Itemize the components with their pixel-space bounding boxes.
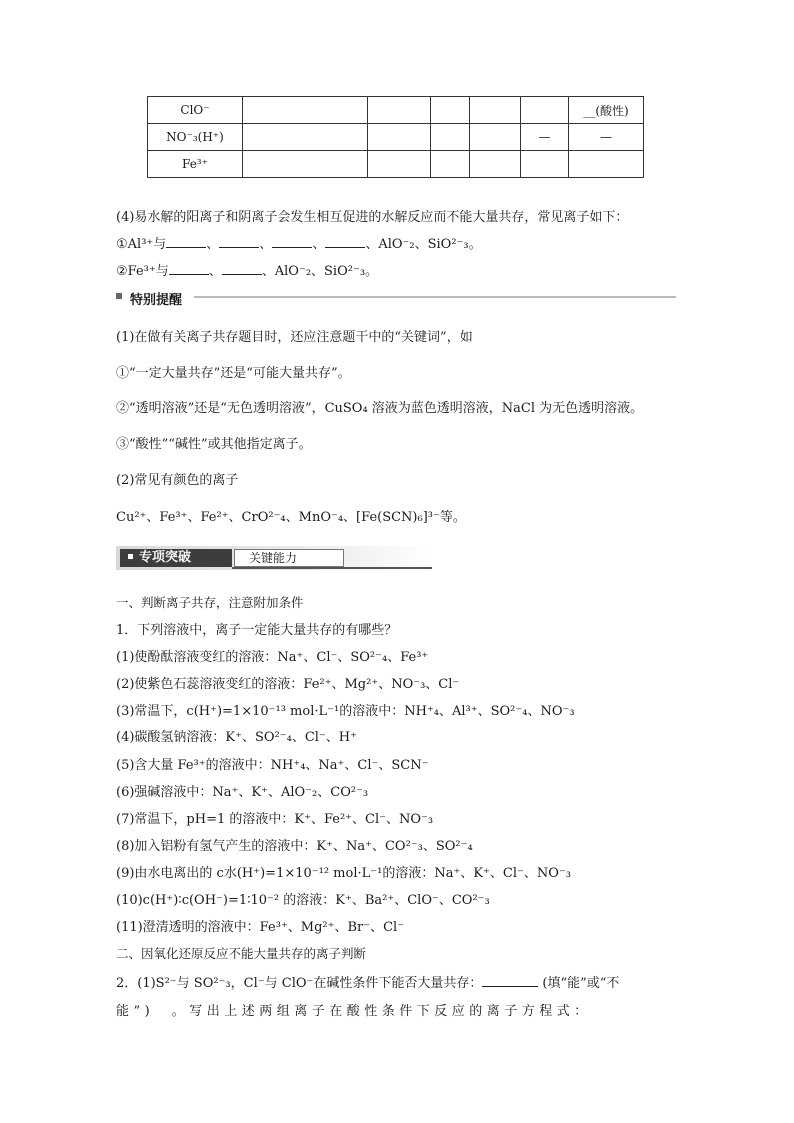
square-bullet-icon bbox=[116, 293, 122, 299]
table-row bbox=[148, 97, 644, 124]
list-item: (7)常温下，pH=1 的溶液中：K⁺、Fe²⁺、Cl⁻、NO⁻₃ bbox=[116, 812, 434, 827]
table-cell bbox=[569, 151, 644, 178]
tips-paragraph: ①“一定大量共存”还是“可能大量共存”。 bbox=[116, 366, 351, 381]
table-cell: — bbox=[569, 124, 644, 151]
list-item: (11)澄清透明的溶液中：Fe³⁺、Mg²⁺、Br⁻、Cl⁻ bbox=[116, 920, 405, 935]
line-end: 、AlO⁻₂、SiO²⁻₃。 bbox=[365, 237, 482, 252]
line-start: ①Al³⁺与 bbox=[116, 237, 167, 252]
list-item: (4)碳酸氢钠溶液：K⁺、SO²⁻₄、Cl⁻、H⁺ bbox=[116, 730, 358, 745]
separator: 、 bbox=[208, 264, 222, 279]
fill-blank[interactable] bbox=[169, 263, 209, 275]
banner-main bbox=[120, 549, 232, 567]
line-end: 、AlO⁻₂、SiO²⁻₃。 bbox=[261, 264, 379, 279]
banner-sub: 关键能力 bbox=[234, 549, 344, 567]
question: 1．下列溶液中，离子一定能大量共存的有哪些？ bbox=[116, 623, 398, 638]
table-cell bbox=[368, 97, 431, 124]
table-cell bbox=[521, 151, 569, 178]
table-cell bbox=[243, 97, 368, 124]
tips-paragraph: ②“透明溶液”还是“无色透明溶液”，CuSO₄ 溶液为蓝色透明溶液，NaCl 为无色透明溶液。 bbox=[116, 401, 644, 416]
list-item: (10)c(H⁺)∶c(OH⁻)=1∶10⁻² 的溶液：K⁺、Ba²⁺、ClO⁻、CO²⁻₃ bbox=[116, 893, 490, 908]
tips-heading bbox=[116, 289, 676, 308]
fill-blank[interactable] bbox=[272, 236, 312, 248]
tips-heading-label: 特别提醒 bbox=[130, 293, 183, 308]
table-cell bbox=[431, 124, 470, 151]
table-cell bbox=[521, 97, 569, 124]
table-cell bbox=[243, 124, 368, 151]
list-item: (5)含大量 Fe³⁺的溶液中：NH⁺₄、Na⁺、Cl⁻、SCN⁻ bbox=[116, 758, 429, 773]
list-item: (8)加入铝粉有氢气产生的溶液中：K⁺、Na⁺、CO²⁻₃、SO²⁻₄ bbox=[116, 839, 473, 854]
fill-blank[interactable] bbox=[482, 975, 538, 987]
table-cell bbox=[431, 151, 470, 178]
tips-paragraph: (2)常见有颜色的离子 bbox=[116, 473, 239, 488]
table-cell bbox=[368, 124, 431, 151]
table-cell bbox=[470, 97, 521, 124]
list-item: (9)由水电离出的 c水(H⁺)=1×10⁻¹² mol·L⁻¹的溶液：Na⁺、K⁺、Cl⁻、NO⁻₃ bbox=[116, 866, 571, 881]
list-item: (6)强碱溶液中：Na⁺、K⁺、AlO⁻₂、CO²⁻₃ bbox=[116, 785, 369, 800]
list-item: (2)使紫色石蕊溶液变红的溶液：Fe²⁺、Mg²⁺、NO⁻₃、Cl⁻ bbox=[116, 677, 460, 692]
separator: 、 bbox=[312, 237, 326, 252]
line-start: ②Fe³⁺与 bbox=[116, 264, 169, 279]
list-item: (1)使酚酞溶液变红的溶液：Na⁺、Cl⁻、SO²⁻₄、Fe³⁺ bbox=[116, 650, 429, 665]
ion-table bbox=[147, 96, 644, 178]
hydrolysis-line-2 bbox=[116, 260, 378, 279]
question-continued: 能”) 。写出上述两组离子在酸性条件下反应的离子方程式： bbox=[116, 1004, 592, 1019]
table-cell bbox=[431, 97, 470, 124]
tips-paragraph: (1)在做有关离子共存题目时，还应注意题干中的“关键词”，如 bbox=[116, 330, 473, 345]
section-banner bbox=[116, 546, 432, 570]
table-cell: Fe³⁺ bbox=[148, 151, 243, 178]
section-title: 二、因氧化还原反应不能大量共存的离子判断 bbox=[116, 946, 367, 961]
question bbox=[116, 972, 619, 991]
table-row bbox=[148, 151, 644, 178]
list-item: (3)常温下，c(H⁺)=1×10⁻¹³ mol·L⁻¹的溶液中：NH⁺₄、Al³⁺、SO²⁻₄、NO⁻₃ bbox=[116, 704, 575, 719]
hydrolysis-intro: (4)易水解的阳离子和阴离子会发生相互促进的水解反应而不能大量共存，常见离子如下： bbox=[116, 210, 629, 225]
table-cell bbox=[470, 151, 521, 178]
banner-main-label: 专项突破 bbox=[139, 550, 192, 565]
table-row bbox=[148, 124, 644, 151]
table-cell: ClO⁻ bbox=[148, 97, 243, 124]
table-cell: — bbox=[521, 124, 569, 151]
tips-paragraph: Cu²⁺、Fe³⁺、Fe²⁺、CrO²⁻₄、MnO⁻₄、[Fe(SCN)₆]³⁻等。 bbox=[116, 510, 466, 525]
fill-blank[interactable] bbox=[166, 236, 206, 248]
table-cell bbox=[368, 151, 431, 178]
fill-blank[interactable] bbox=[222, 263, 262, 275]
table-cell bbox=[470, 124, 521, 151]
table-cell: __(酸性) bbox=[569, 97, 644, 124]
divider bbox=[232, 567, 432, 569]
separator: 、 bbox=[206, 237, 220, 252]
table-cell: NO⁻₃(H⁺) bbox=[148, 124, 243, 151]
divider bbox=[194, 296, 676, 298]
hydrolysis-line-1 bbox=[116, 233, 482, 252]
separator: 、 bbox=[259, 237, 273, 252]
section-title: 一、判断离子共存，注意附加条件 bbox=[116, 595, 304, 610]
question-end: (填“能”或“不 bbox=[542, 976, 620, 991]
square-bullet-icon bbox=[128, 554, 133, 559]
fill-blank[interactable] bbox=[325, 236, 365, 248]
table-cell bbox=[243, 151, 368, 178]
question-start: 2．(1)S²⁻与 SO²⁻₃，Cl⁻与 ClO⁻在碱性条件下能否大量共存： bbox=[116, 976, 483, 991]
tips-paragraph: ③“酸性”“碱性”或其他指定离子。 bbox=[116, 437, 312, 452]
fill-blank[interactable] bbox=[219, 236, 259, 248]
